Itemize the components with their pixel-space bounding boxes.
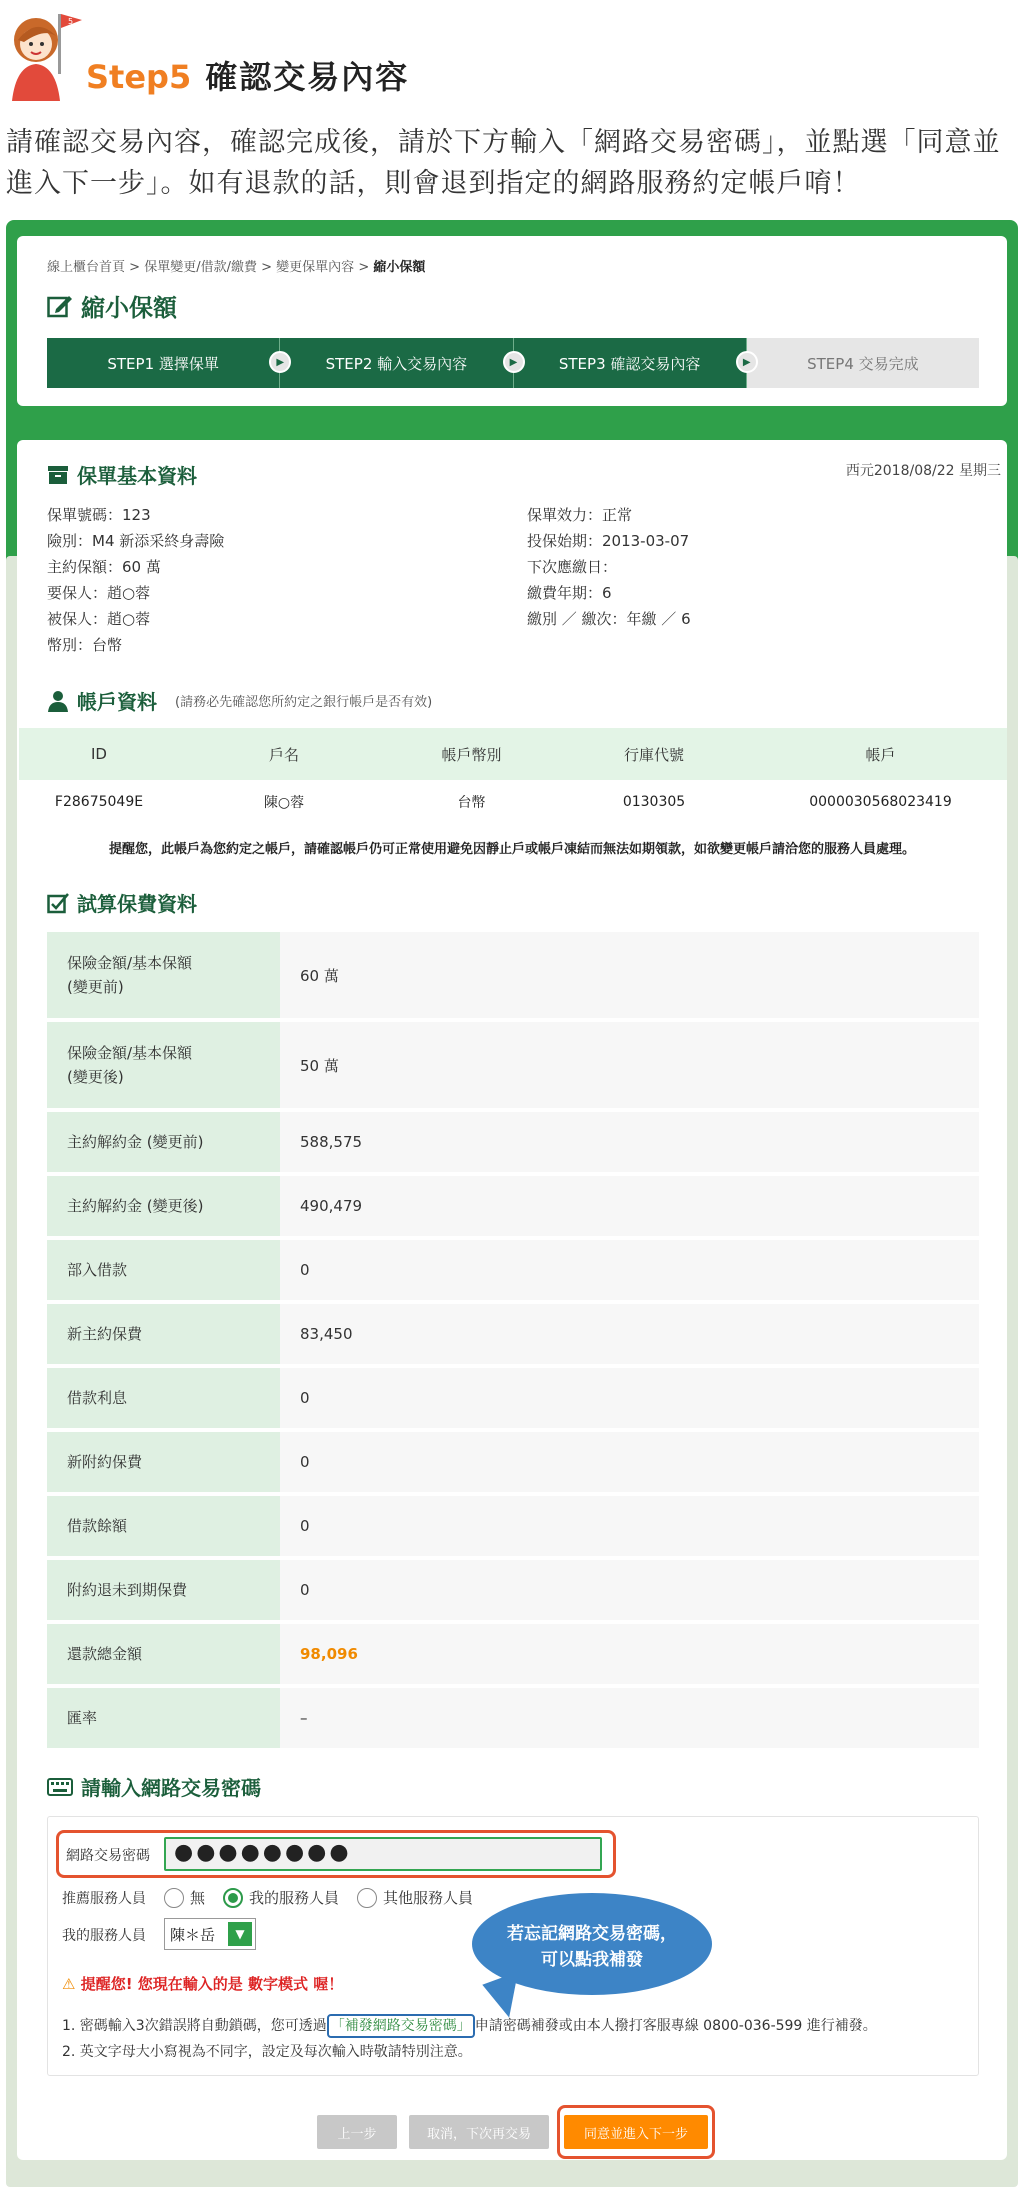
cell-currency: 台幣 [457, 795, 486, 811]
row-label: 保險金額/基本保額 (變更前) [47, 932, 280, 1018]
table-row [47, 1304, 979, 1368]
breadcrumb-sep: > [129, 260, 141, 275]
account-subtitle: (請務必先確認您所約定之銀行帳戶是否有效) [175, 695, 433, 710]
radio-other-agent[interactable] [357, 1887, 473, 1908]
col-currency: 帳戶幣別 [441, 745, 502, 764]
password-form [47, 1816, 979, 2076]
tutorial-header [0, 0, 1023, 110]
col-id: ID [91, 745, 107, 763]
policy-section-title [47, 460, 197, 489]
row-label: 新附約保費 [47, 1432, 280, 1492]
table-row [47, 1022, 979, 1112]
radio-my-agent[interactable] [223, 1887, 339, 1908]
currency: 幣別：台幣 [47, 636, 123, 654]
note-1 [62, 2013, 877, 2039]
account-notice: 提醒您，此帳戶為您約定之帳戶，請確認帳戶仍可正常使用避免因靜止戶或帳戶凍結而無法如期領款，如欲變更帳戶請洽您的服務人員處理。 [108, 842, 915, 857]
table-row [47, 1496, 979, 1560]
intro-text: 請確認交易內容，確認完成後，請於下方輸入「網路交易密碼」，並點選「同意並進入下一步」。如有退款的話，則會退到指定的網路服務約定帳戶唷！ [6, 127, 1001, 199]
action-bar [17, 2105, 1007, 2165]
row-value: 490,479 [280, 1176, 979, 1236]
radio-circle-icon [164, 1888, 184, 1908]
radio-other-agent-label: 其他服務人員 [383, 1889, 474, 1907]
breadcrumb-current: 縮小保額 [373, 260, 426, 275]
svg-text:5: 5 [68, 17, 74, 26]
policy-title-text: 保單基本資料 [77, 464, 197, 488]
agree-next-button[interactable]: 同意並進入下一步 [564, 2115, 708, 2149]
insured: 被保人：趙○蓉 [47, 610, 151, 628]
content-card [17, 440, 1007, 2160]
table-row [47, 1240, 979, 1304]
row-label: 借款餘額 [47, 1496, 280, 1556]
breadcrumb [47, 256, 425, 275]
row-label: 主約解約金 (變更後) [47, 1176, 280, 1236]
policy-info-right [527, 502, 691, 632]
step-4-label: STEP4 交易完成 [807, 354, 919, 373]
policy-number: 保單號碼：123 [47, 506, 151, 524]
radio-my-agent-label: 我的服務人員 [249, 1889, 340, 1907]
note-1-text-tail: 申請密碼補發或由本人撥打客服專線 0800-036-599 進行補發。 [474, 2018, 877, 2034]
policy-type: 險別：M4 新添采終身壽險 [47, 532, 225, 550]
row-label: 借款利息 [47, 1368, 280, 1428]
input-mode-warning [62, 1973, 343, 1994]
radio-circle-icon [357, 1888, 377, 1908]
reissue-callout: 若忘記網路交易密碼， 可以點我補發 [472, 1893, 712, 1995]
calc-table [47, 932, 979, 1752]
step-arrow-icon: ▶ [503, 351, 525, 373]
password-notes [62, 2013, 877, 2065]
row-value: 0 [280, 1432, 979, 1492]
table-row [19, 780, 1007, 824]
row-value: 0 [280, 1240, 979, 1300]
agent-select-value: 陳＊岳 [170, 1925, 216, 1944]
step-heading [86, 52, 409, 98]
step-1 [47, 338, 285, 388]
row-value: 0 [280, 1496, 979, 1556]
radio-selected-icon [223, 1888, 243, 1908]
note-1-text: 1. 密碼輸入3次錯誤將自動鎖碼，您可透過 [62, 2018, 327, 2034]
col-bank-code: 行庫代號 [623, 745, 684, 764]
table-row [47, 1112, 979, 1176]
col-account: 帳戶 [865, 745, 896, 764]
table-row [47, 1176, 979, 1240]
next-due-date: 下次應繳日： [527, 558, 618, 576]
table-row [47, 1624, 979, 1688]
cell-bank-code: 0130305 [622, 794, 686, 810]
page-title-text: 縮小保額 [81, 294, 177, 322]
col-name: 戶名 [268, 745, 299, 764]
note-2: 2. 英文字母大小寫視為不同字，設定及每次輸入時敬請特別注意。 [62, 2044, 472, 2060]
password-section-title [47, 1772, 261, 1801]
step-4 [747, 338, 979, 388]
radio-none[interactable] [164, 1887, 205, 1908]
total-repayment-value: 98,096 [280, 1624, 979, 1684]
recommend-row [62, 1887, 491, 1908]
row-label: 還款總金額 [47, 1624, 280, 1684]
row-value: 0 [280, 1368, 979, 1428]
step-2-label: STEP2 輸入交易內容 [325, 354, 468, 373]
cell-account: 0000030568023419 [809, 794, 952, 810]
calc-section-title [47, 888, 197, 917]
row-label: 匯率 [47, 1688, 280, 1748]
row-label: 新主約保費 [47, 1304, 280, 1364]
row-label: 主約解約金 (變更前) [47, 1112, 280, 1172]
step-2 [280, 338, 518, 388]
table-row [47, 1368, 979, 1432]
password-title-text: 請輸入網路交易密碼 [81, 1776, 261, 1800]
step-number: Step5 [86, 58, 192, 96]
pay-years: 繳費年期：6 [527, 584, 612, 602]
table-row [47, 932, 979, 1022]
warning-icon: ⚠ [62, 1975, 76, 1993]
cell-id: F28675049E [54, 794, 144, 810]
account-title-text: 帳戶資料 [77, 690, 157, 714]
checklist-icon [47, 892, 69, 914]
row-value: 83,450 [280, 1304, 979, 1364]
keyboard-icon [47, 1778, 73, 1796]
table-row [47, 1688, 979, 1752]
recommend-label: 推薦服務人員 [62, 1890, 146, 1907]
account-table-header [19, 728, 1007, 780]
radio-none-label: 無 [190, 1889, 206, 1907]
table-row [47, 1432, 979, 1496]
password-label: 網路交易密碼 [66, 1848, 150, 1864]
progress-card [17, 236, 1007, 406]
pay-mode: 繳別 ／ 繳次：年繳 ／ 6 [527, 610, 691, 628]
user-icon [47, 690, 69, 712]
applicant: 要保人：趙○蓉 [47, 584, 151, 602]
mascot-girl-icon [6, 6, 86, 101]
breadcrumb-home[interactable]: 線上櫃台首頁 [47, 260, 126, 275]
breadcrumb-sep: > [358, 260, 370, 275]
cell-name: 陳○蓉 [263, 795, 305, 811]
page-title [47, 288, 177, 323]
agent-select[interactable] [164, 1918, 256, 1950]
chevron-down-icon[interactable]: ▼ [228, 1922, 252, 1946]
calc-title-text: 試算保費資料 [77, 892, 197, 916]
breadcrumb-service[interactable]: 保單變更/借款/繳費 [144, 260, 257, 275]
row-label: 部入借款 [47, 1240, 280, 1300]
row-value: 588,575 [280, 1112, 979, 1172]
warning-text: 提醒您! 您現在輸入的是 數字模式 喔！ [80, 1975, 344, 1993]
row-label: 保險金額/基本保額 (變更後) [47, 1022, 280, 1108]
row-value: 60 萬 [280, 932, 979, 1018]
row-value: 0 [280, 1560, 979, 1620]
password-input[interactable]: ●●●●●●●● [164, 1837, 602, 1871]
step-3 [514, 338, 751, 388]
step-arrow-icon: ▶ [736, 351, 758, 373]
step-3-label: STEP3 確認交易內容 [558, 354, 701, 373]
account-section-title [47, 686, 432, 715]
row-value: 50 萬 [280, 1022, 979, 1108]
step-indicator [47, 338, 979, 388]
account-table [19, 728, 1007, 824]
box-icon [47, 465, 69, 485]
policy-start: 投保始期：2013-03-07 [527, 532, 690, 550]
step-arrow-icon: ▶ [269, 351, 291, 373]
agent-label: 我的服務人員 [62, 1928, 146, 1944]
step-name: 確認交易內容 [205, 58, 410, 96]
breadcrumb-change[interactable]: 變更保單內容 [276, 260, 355, 275]
row-value: – [280, 1688, 979, 1748]
current-date: 西元2018/08/22 星期三 [845, 463, 1001, 479]
table-row [47, 1560, 979, 1624]
prev-button[interactable]: 上一步 [317, 2115, 397, 2149]
policy-info-left [47, 502, 224, 658]
row-label: 附約退未到期保費 [47, 1560, 280, 1620]
reissue-password-link[interactable]: 「補發網路交易密碼」 [327, 2014, 475, 2038]
policy-status: 保單效力：正常 [527, 506, 633, 524]
main-coverage: 主約保額：60 萬 [47, 558, 161, 576]
breadcrumb-sep: > [261, 260, 273, 275]
cancel-button[interactable]: 取消，下次再交易 [409, 2115, 549, 2149]
step-1-label: STEP1 選擇保單 [107, 354, 219, 373]
edit-icon [47, 294, 73, 318]
